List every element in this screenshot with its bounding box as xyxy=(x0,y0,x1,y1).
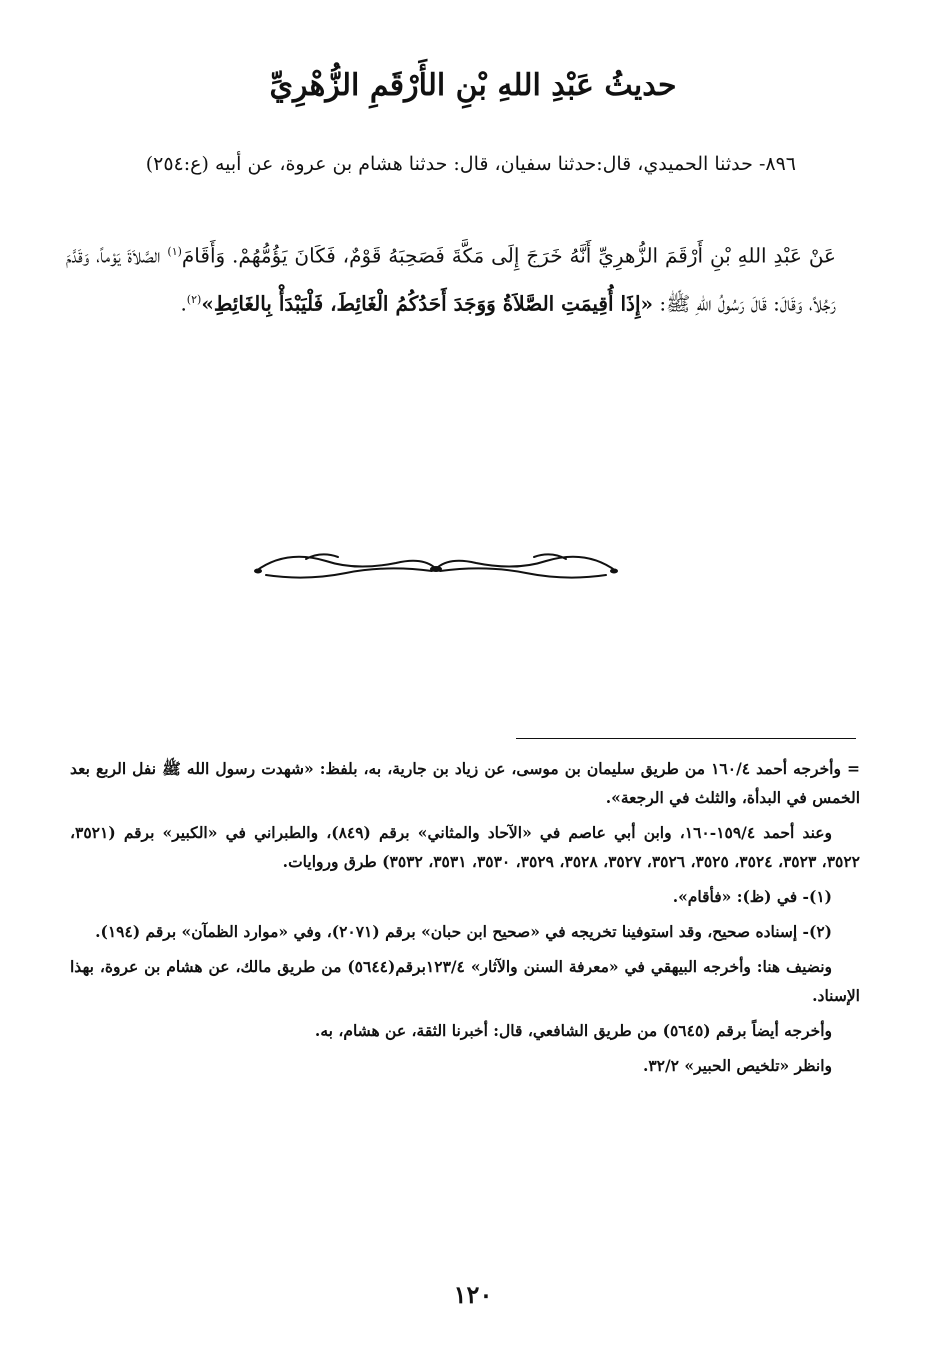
footnote-paragraph-2: وعند أحمد ١٥٩/٤-١٦٠، وابن أبي عاصم في «الآحاد والمثاني» برقم (٨٤٩)، والطبراني في «الكبير» برقم (٣٥٢١، ٣٥٢٢، ٣٥٢٣، ٣٥٢٤، ٣٥٢٥، ٣٥٢٦، ٣٥٢٧، ٣٥٢٨، ٣٥٢٩، ٣٥٣٠، ٣٥٣١، ٣٥٣٢) طرق وروايات. xyxy=(70,823,860,871)
footnotes-section xyxy=(70,754,860,1086)
footnote-2-addition-2: وأخرجه أيضاً برقم (٥٦٤٥) من طريق الشافعي، قال: أخبرنا الثقة، عن هشام، به. xyxy=(314,1021,832,1040)
footnote-marker-1: (١) xyxy=(167,245,182,258)
matn-text-2: الصَّلاَةَ يَوْماً، وَقَدَّمَ رَجُلاً، وَقَالَ: قَالَ رَسُولُ اللهِ ﷺ: xyxy=(66,243,836,316)
footnote-separator-line xyxy=(516,738,856,739)
matn-end: . xyxy=(180,291,187,316)
footnote-2-see-also: وانظر «تلخيص الحبير» ٣٢/٢. xyxy=(642,1056,832,1075)
footnote-2-addition: ونضيف هنا: وأخرجه البيهقي في «معرفة السنن والآثار» ١٢٣/٤برقم(٥٦٤٤) من طريق مالك، عن هشام بن عروة، بهذا الإسناد. xyxy=(70,957,860,1005)
hadith-chain-text: - حدثنا الحميدي، قال:حدثنا سفيان، قال: حدثنا هشام بن عروة، عن أبيه (ع:٢٥٤) xyxy=(145,153,766,175)
hadith-chapter-title: حديثُ عَبْدِ اللهِ بْنِ الأَرْقَمِ الزُّهْرِيِّ xyxy=(269,68,677,103)
ornament-divider-icon xyxy=(246,545,626,585)
matn-text-1: عَنْ عَبْدِ اللهِ بْنِ أَرْقَمَ الزُّهرِيِّ أَنَّهُ خَرَجَ إِلَى مَكَّةَ فَصَحِبَهُ قَوْمٌ، فَكَانَ يَؤُمُّهُمْ. وَأَقَامَ xyxy=(181,243,836,268)
hadith-matn xyxy=(66,230,836,325)
footnote-1: (١)- في (ظ): «فأقام». xyxy=(672,887,832,906)
hadith-number: ٨٩٦ xyxy=(765,153,796,175)
matn-prophetic-saying: «إِذَا أُقِيمَتِ الصَّلاَةُ وَوَجَدَ أَحَدُكُمُ الْغَائِطَ، فَلْيَبْدَأْ بِالغَائِطِ» xyxy=(201,291,654,316)
footnote-continuation: = وأخرجه أحمد ١٦٠/٤ من طريق سليمان بن موسى، عن زياد بن جارية، به، بلفظ: «شهدت رسول الله ﷺ نفل الربع بعد الخمس في البدأة، والثلث في الرجعة». xyxy=(70,759,860,807)
footnote-2: (٢)- إسناده صحيح، وقد استوفينا تخريجه في «صحيح ابن حبان» برقم (٢٠٧١)، وفي «موارد الظمآن» برقم (١٩٤). xyxy=(95,922,832,941)
footnote-marker-2: (٢) xyxy=(186,292,202,306)
page-number: ١٢٠ xyxy=(453,1280,493,1309)
hadith-isnad xyxy=(80,142,796,186)
